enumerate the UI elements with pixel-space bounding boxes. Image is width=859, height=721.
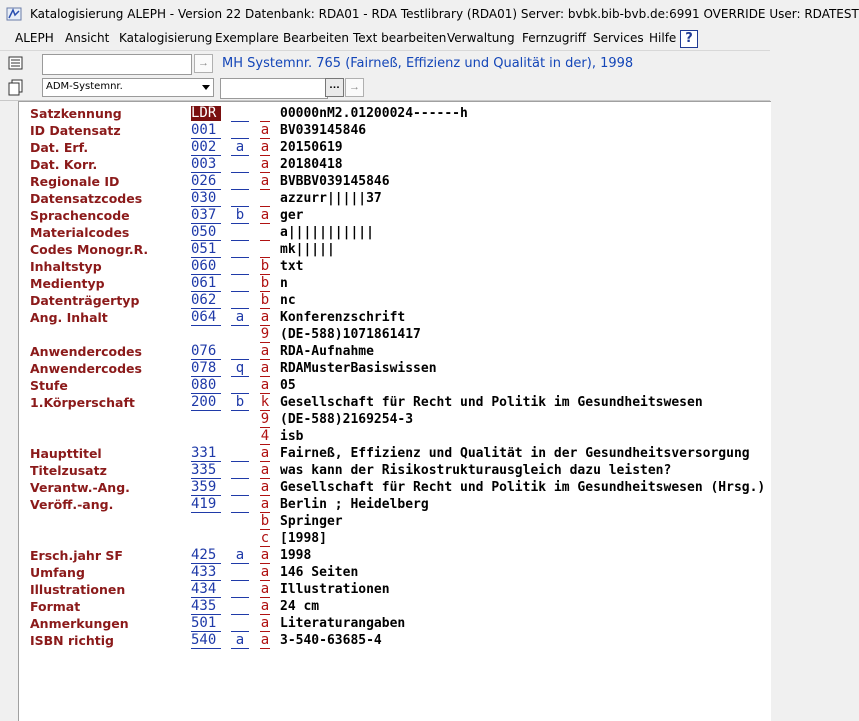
subfield-code[interactable]: a [260, 479, 270, 495]
field-indicator[interactable] [231, 174, 249, 190]
field-row[interactable] [19, 378, 771, 395]
field-value[interactable]: [1998] [280, 531, 327, 546]
field-value[interactable]: Fairneß, Effizienz und Qualität in der Gesundheitsversorgung [280, 446, 750, 461]
field-label: Satzkennung [30, 106, 122, 121]
field-label: ISBN richtig [30, 633, 114, 648]
field-row[interactable] [19, 633, 771, 650]
subfield-code[interactable]: a [260, 462, 270, 478]
document-copy-icon[interactable] [7, 79, 25, 96]
field-tag[interactable]: 200 [191, 395, 221, 411]
field-row[interactable] [19, 446, 771, 463]
subfield-code[interactable] [260, 191, 270, 207]
field-value[interactable]: (DE-588)2169254-3 [280, 412, 414, 427]
field-row[interactable] [19, 310, 771, 327]
field-tag[interactable]: 331 [191, 446, 221, 462]
field-label: Format [30, 599, 81, 614]
field-tag[interactable]: 434 [191, 582, 221, 598]
field-value[interactable]: ger [280, 208, 304, 223]
field-tag[interactable]: 064 [191, 310, 221, 326]
field-value[interactable]: a||||||||||| [280, 225, 374, 240]
subfield-code[interactable]: a [260, 139, 270, 155]
field-row[interactable] [19, 157, 771, 174]
field-value[interactable]: Konferenzschrift [280, 310, 406, 325]
field-tag[interactable]: 037 [191, 208, 221, 224]
field-indicator[interactable] [231, 616, 249, 632]
field-label: Verantw.-Ang. [30, 480, 130, 495]
field-value[interactable]: azzurr|||||37 [280, 191, 382, 206]
field-indicator[interactable] [231, 123, 249, 139]
menu-aleph[interactable]: ALEPH [15, 31, 54, 45]
subfield-code[interactable]: b [260, 513, 270, 529]
subfield-code[interactable]: a [260, 360, 270, 376]
command-input[interactable] [42, 54, 192, 75]
subfield-code[interactable]: a [260, 122, 270, 138]
field-row[interactable] [19, 327, 771, 344]
field-label: Anmerkungen [30, 616, 129, 631]
field-indicator[interactable]: a [231, 140, 249, 156]
field-indicator[interactable] [231, 480, 249, 496]
menu-exemplare[interactable]: Exemplare [215, 31, 279, 45]
subfield-code[interactable]: b [260, 258, 270, 274]
field-row[interactable] [19, 514, 771, 531]
field-row[interactable] [19, 480, 771, 497]
toolbar-row-command [0, 52, 770, 76]
field-row[interactable] [19, 123, 771, 140]
subfield-code[interactable]: a [260, 598, 270, 614]
subfield-code[interactable]: a [260, 445, 270, 461]
search-input[interactable] [220, 78, 328, 99]
index-select-value: ADM-Systemnr. [46, 81, 123, 92]
field-label: Veröff.-ang. [30, 497, 114, 512]
field-label: Anwendercodes [30, 344, 142, 359]
field-value[interactable]: 05 [280, 378, 296, 393]
field-tag[interactable]: LDR [191, 106, 221, 121]
field-row[interactable] [19, 191, 771, 208]
field-indicator[interactable] [231, 276, 249, 292]
field-label: Datensatzcodes [30, 191, 143, 206]
subfield-code[interactable]: a [260, 309, 270, 325]
subfield-code[interactable] [260, 106, 270, 122]
field-value[interactable]: Berlin ; Heidelberg [280, 497, 429, 512]
field-indicator[interactable] [231, 565, 249, 581]
field-label: ID Datensatz [30, 123, 121, 138]
subfield-code[interactable] [260, 225, 270, 241]
browse-dots-button[interactable]: … [325, 78, 344, 97]
field-row[interactable] [19, 548, 771, 565]
field-tag[interactable]: 078 [191, 361, 221, 377]
field-value[interactable]: BV039145846 [280, 123, 367, 138]
field-label: 1.Körperschaft [30, 395, 135, 410]
subfield-code[interactable]: a [260, 547, 270, 563]
field-tag[interactable]: 359 [191, 480, 221, 496]
field-value[interactable]: 00000nM2.01200024------h [280, 106, 468, 121]
field-tag[interactable]: 335 [191, 463, 221, 479]
menu-bar [0, 28, 770, 51]
field-label: Inhaltstyp [30, 259, 102, 274]
field-label: Anwendercodes [30, 361, 142, 376]
field-value[interactable]: 20150619 [280, 140, 343, 155]
field-value[interactable]: nc [280, 293, 296, 308]
menu-bearbeiten[interactable]: Bearbeiten [283, 31, 349, 45]
field-label: Regionale ID [30, 174, 120, 189]
field-row[interactable] [19, 276, 771, 293]
field-tag[interactable]: 501 [191, 616, 221, 632]
subfield-code[interactable]: a [260, 343, 270, 359]
subfield-code[interactable]: a [260, 564, 270, 580]
subfield-code[interactable] [260, 242, 270, 258]
field-row[interactable] [19, 259, 771, 276]
field-value[interactable]: 3-540-63685-4 [280, 633, 382, 648]
record-title: MH Systemnr. 765 (Fairneß, Effizienz und Qualität in der), 1998 [222, 56, 634, 71]
field-row[interactable] [19, 531, 771, 548]
field-indicator[interactable] [231, 157, 249, 173]
field-indicator[interactable] [231, 446, 249, 462]
menu-verwaltung[interactable]: Verwaltung [447, 31, 515, 45]
field-row[interactable] [19, 429, 771, 446]
field-label: Haupttitel [30, 446, 102, 461]
field-label: Illustrationen [30, 582, 126, 597]
field-indicator[interactable]: q [231, 361, 249, 377]
field-indicator[interactable] [231, 582, 249, 598]
field-tag[interactable]: 062 [191, 293, 221, 309]
subfield-code[interactable]: b [260, 275, 270, 291]
field-label: Materialcodes [30, 225, 130, 240]
field-value[interactable]: BVBBV039145846 [280, 174, 390, 189]
field-row[interactable] [19, 582, 771, 599]
field-indicator[interactable] [231, 242, 249, 258]
help-icon[interactable]: ? [680, 30, 698, 48]
menu-fernzugriff[interactable]: Fernzugriff [522, 31, 587, 45]
field-tag[interactable]: 076 [191, 344, 221, 360]
toolbar-row-search [0, 76, 770, 101]
search-go-arrow-icon[interactable]: → [345, 78, 364, 97]
field-tag[interactable]: 061 [191, 276, 221, 292]
field-label: Ersch.jahr SF [30, 548, 123, 563]
field-value[interactable]: Gesellschaft für Recht und Politik im Gesundheitswesen (Hrsg.) [280, 480, 766, 495]
field-row[interactable] [19, 565, 771, 582]
field-value[interactable]: txt [280, 259, 304, 274]
field-value[interactable]: Literaturangaben [280, 616, 406, 631]
field-indicator[interactable] [231, 344, 249, 360]
field-indicator[interactable] [231, 463, 249, 479]
field-value[interactable]: 20180418 [280, 157, 343, 172]
menu-text-bearbeiten[interactable]: Text bearbeiten [353, 31, 447, 45]
field-tag[interactable]: 002 [191, 140, 221, 156]
field-value[interactable]: 146 Seiten [280, 565, 359, 580]
field-value[interactable]: Illustrationen [280, 582, 390, 597]
field-indicator[interactable] [231, 259, 249, 275]
subfield-code[interactable]: a [260, 496, 270, 512]
field-row[interactable] [19, 208, 771, 225]
subfield-code[interactable]: 4 [260, 428, 270, 444]
field-row[interactable] [19, 225, 771, 242]
field-tag[interactable]: 080 [191, 378, 221, 394]
field-label: Sprachencode [30, 208, 130, 223]
field-indicator[interactable]: b [231, 208, 249, 224]
field-tag[interactable]: 051 [191, 242, 221, 258]
field-tag[interactable]: 003 [191, 157, 221, 173]
field-tag[interactable]: 540 [191, 633, 221, 649]
field-label: Titelzusatz [30, 463, 107, 478]
field-value[interactable]: Gesellschaft für Recht und Politik im Gesundheitswesen [280, 395, 703, 410]
field-indicator[interactable] [231, 497, 249, 513]
subfield-code[interactable]: a [260, 207, 270, 223]
menu-services[interactable]: Services [593, 31, 644, 45]
field-indicator[interactable]: a [231, 548, 249, 564]
field-tag[interactable]: 030 [191, 191, 221, 207]
field-tag[interactable]: 060 [191, 259, 221, 275]
marc-editor[interactable] [18, 101, 771, 721]
field-value[interactable]: mk||||| [280, 242, 335, 257]
field-label: Datenträgertyp [30, 293, 140, 308]
chevron-down-icon [202, 85, 210, 90]
field-label: Dat. Korr. [30, 157, 98, 172]
record-list-icon[interactable] [7, 55, 25, 72]
field-indicator[interactable] [231, 106, 249, 122]
editor-gutter [0, 101, 18, 720]
field-indicator[interactable]: b [231, 395, 249, 411]
field-tag[interactable]: 050 [191, 225, 221, 241]
field-value[interactable]: 1998 [280, 548, 312, 563]
subfield-code[interactable]: a [260, 173, 270, 189]
command-go-arrow-icon[interactable]: → [194, 54, 213, 73]
field-value[interactable]: isb [280, 429, 304, 444]
window-title: Katalogisierung ALEPH - Version 22 Datenbank: RDA01 - RDA Testlibrary (RDA01) Server: bvbk.bib-bvb.de:6991 OVERRIDE User: RDATEST [30, 7, 859, 21]
subfield-code[interactable]: a [260, 632, 270, 648]
field-indicator[interactable]: a [231, 633, 249, 649]
field-tag[interactable]: 435 [191, 599, 221, 615]
field-row[interactable] [19, 599, 771, 616]
subfield-code[interactable]: c [260, 530, 270, 546]
field-row[interactable] [19, 395, 771, 412]
subfield-code[interactable]: 9 [260, 411, 270, 427]
field-row[interactable] [19, 497, 771, 514]
field-row[interactable] [19, 174, 771, 191]
field-indicator[interactable] [231, 191, 249, 207]
field-label: Ang. Inhalt [30, 310, 108, 325]
field-value[interactable]: was kann der Risikostrukturausgleich dazu leisten? [280, 463, 672, 478]
field-indicator[interactable] [231, 225, 249, 241]
title-bar [0, 0, 859, 29]
field-row[interactable] [19, 106, 771, 123]
subfield-code[interactable]: a [260, 615, 270, 631]
field-row[interactable] [19, 293, 771, 310]
field-label: Medientyp [30, 276, 105, 291]
field-value[interactable]: n [280, 276, 288, 291]
field-label: Dat. Erf. [30, 140, 89, 155]
field-row[interactable] [19, 242, 771, 259]
field-row[interactable] [19, 412, 771, 429]
field-value[interactable]: RDA-Aufnahme [280, 344, 374, 359]
subfield-code[interactable]: k [260, 394, 270, 410]
field-indicator[interactable]: a [231, 310, 249, 326]
aleph-app-icon [6, 6, 22, 22]
subfield-code[interactable]: b [260, 292, 270, 308]
menu-hilfe[interactable]: Hilfe [649, 31, 677, 45]
field-row[interactable] [19, 140, 771, 157]
menu-katalogisierung[interactable]: Katalogisierung [119, 31, 213, 45]
field-indicator[interactable] [231, 293, 249, 309]
field-value[interactable]: Springer [280, 514, 343, 529]
field-tag[interactable]: 419 [191, 497, 221, 513]
menu-ansicht[interactable]: Ansicht [65, 31, 110, 45]
field-label: Umfang [30, 565, 85, 580]
field-row[interactable] [19, 344, 771, 361]
field-tag[interactable]: 425 [191, 548, 221, 564]
field-tag[interactable]: 433 [191, 565, 221, 581]
field-label: Codes Monogr.R. [30, 242, 149, 257]
field-value[interactable]: (DE-588)1071861417 [280, 327, 421, 342]
field-row[interactable] [19, 361, 771, 378]
field-row[interactable] [19, 616, 771, 633]
field-tag[interactable]: 001 [191, 123, 221, 139]
field-indicator[interactable] [231, 599, 249, 615]
subfield-code[interactable]: 9 [260, 326, 270, 342]
field-row[interactable] [19, 463, 771, 480]
field-tag[interactable]: 026 [191, 174, 221, 190]
field-indicator[interactable] [231, 378, 249, 394]
field-value[interactable]: 24 cm [280, 599, 320, 614]
subfield-code[interactable]: a [260, 377, 270, 393]
subfield-code[interactable]: a [260, 581, 270, 597]
field-value[interactable]: RDAMusterBasiswissen [280, 361, 437, 376]
field-label: Stufe [30, 378, 68, 393]
subfield-code[interactable]: a [260, 156, 270, 172]
index-select[interactable] [42, 78, 214, 97]
